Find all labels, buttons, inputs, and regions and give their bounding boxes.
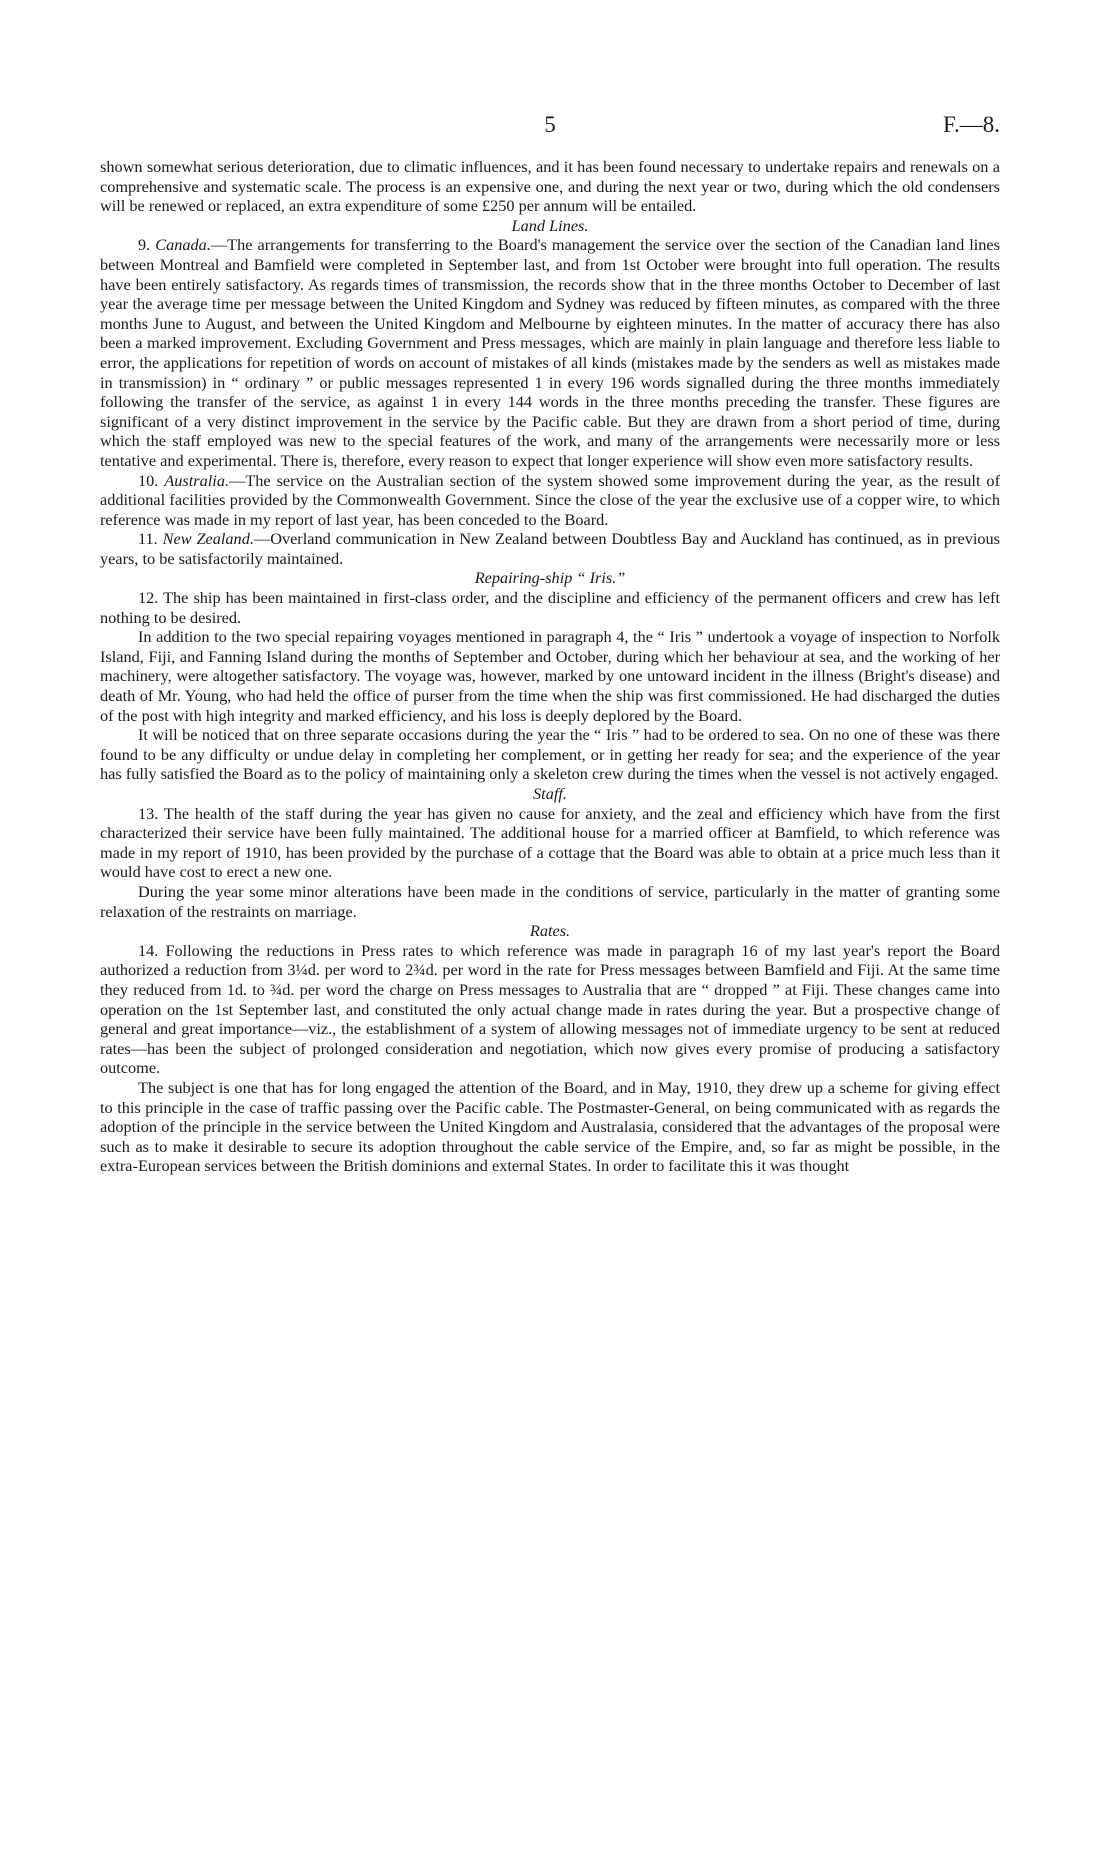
document-body xyxy=(100,157,1000,1176)
paragraph-title: Canada. xyxy=(155,235,211,255)
paragraph-12-conclusion: It will be noticed that on three separate occasions during the year the “ Iris ” had to be ordered to sea. On no one of these was there found to be any difficulty or undue delay in completing her complement, or in getting her ready for sea; and the experience of the year has fully satisfied the Board as to the policy of maintaining only a skeleton crew during the times when the vessel is not actively engaged. xyxy=(100,725,1000,784)
paragraph-11 xyxy=(100,529,1000,568)
page-code: F.—8. xyxy=(943,112,1000,137)
paragraph-text: —Overland communication in New Zealand between Doubtless Bay and Auckland has continued, as in previous years, to be satisfactorily maintained. xyxy=(100,529,1000,568)
paragraph-14: 14. Following the reductions in Press rates to which reference was made in paragraph 16 of my last year's report the Board authorized a reduction from 3¼d. per word to 2¾d. per word in the rate for Press messages between Bamfield and Fiji. At the same time they reduced from 1d. to ¾d. per word the charge on Press messages to Australia that are “ dropped ” at Fiji. These changes came into operation on the 1st September last, and constituted the only actual change made in rates during the year. But a prospective change of general and great importance—viz., the establishment of a system of allowing messages not of immediate urgency to be sent at reduced rates—has been the subject of prolonged consideration and negotiation, which now gives every promise of producing a satisfactory outcome. xyxy=(100,940,1000,1078)
paragraph-12: 12. The ship has been maintained in first-class order, and the discipline and efficiency of the permanent officers and crew has left nothing to be desired. xyxy=(100,588,1000,627)
paragraph-title: New Zealand. xyxy=(162,529,254,549)
section-heading-staff: Staff. xyxy=(533,784,567,803)
paragraph-number: 9. xyxy=(138,235,151,255)
paragraph-text: —The service on the Australian section of the system showed some improvement during the year, as the result of additional facilities provided by the Commonwealth Government. Since the close of the year the exclusive use of a copper wire, to which reference was made in my report of last year, has been conceded to the Board. xyxy=(100,470,1000,529)
paragraph-13-continued: During the year some minor alterations have been made in the conditions of service, particularly in the matter of granting some relaxation of the restraints on marriage. xyxy=(100,881,1000,921)
paragraph-number: 11. xyxy=(138,529,158,549)
paragraph-13: 13. The health of the staff during the year has given no cause for anxiety, and the zeal and efficiency which have from the first characterized their service have been fully maintained. The additional house for a married officer at Bamfield, to which reference was made in my report of 1910, has been provided by the purchase of a cottage that the Board was able to obtain at a price much less than it would have cost to erect a new one. xyxy=(100,803,1000,882)
section-heading-repairing-ship: Repairing-ship “ Iris.” xyxy=(474,568,626,588)
paragraph-14-continued: The subject is one that has for long engaged the attention of the Board, and in May, 1910, they drew up a scheme for giving effect to this principle in the case of traffic passing over the Pacific cable. The Postmaster-General, on being communicated with as regards the adoption of the principle in the service between the United Kingdom and Australasia, considered that the advantages of the proposal were such as to make it desirable to secure its adoption throughout the cable service of the Empire, and, so far as might be possible, in the extra-European services between the British dominions and external States. In order to facilitate this it was thought xyxy=(100,1077,1000,1176)
paragraph-9 xyxy=(100,235,1000,470)
paragraph-text: —The arrangements for transferring to the Board's management the service over the section of the Canadian land lines between Montreal and Bamfield were completed in September last, and from 1st October were brought into full operation. The results have been entirely satisfactory. As regards times of transmission, the records show that in the three months October to December of last year the average time per message between the United Kingdom and Sydney was reduced by fifteen minutes, as compared with the three months June to August, and between the United Kingdom and Melbourne by eighteen minutes. In the matter of accuracy there has also been a marked improvement. Excluding Government and Press messages, which are mainly in plain language and therefore less liable to error, the applications for repetition of words on account of mistakes of all kinds (mistakes made by the senders as well as mistakes made in transmission) in “ ordinary ” or public messages represented 1 in every 196 words signalled during the three months immediately following the transfer of the service, as against 1 in every 144 words in the three months preceding the transfer. These figures are significant of a very distinct improvement in the service by the Pacific cable. But they are drawn from a short period of time, during which the staff employed was new to the special features of the work, and many of the arrangements were necessarily more or less tentative and experimental. There is, therefore, every reason to expect that longer experience will show even more satisfactory results. xyxy=(100,235,1000,470)
paragraph-10 xyxy=(100,471,1000,530)
page-header xyxy=(100,112,1000,142)
page-number: 5 xyxy=(544,112,556,137)
paragraph-title: Australia. xyxy=(164,470,230,490)
section-heading-land-lines: Land Lines. xyxy=(511,215,589,235)
paragraph-continuation: shown somewhat serious deterioration, due to climatic influences, and it has been found necessary to undertake repairs and renewals on a comprehensive and systematic scale. The process is an expensive one, and during the next year or two, during which the old condensers will be renewed or replaced, an extra expenditure of some £250 per annum will be entailed. xyxy=(100,157,1000,216)
section-heading-rates: Rates. xyxy=(529,921,571,941)
paragraph-12-continued: In addition to the two special repairing voyages mentioned in paragraph 4, the “ Iris ” undertook a voyage of inspection to Norfolk Island, Fiji, and Fanning Island during the months of September and October, during which her behaviour at sea, and the working of her machinery, were altogether satisfactory. The voyage was, however, marked by one untoward incident in the illness (Bright's disease) and death of Mr. Young, who had held the office of purser from the time when the ship was first commissioned. He had discharged the duties of the post with high integrity and marked efficiency, and his loss is deeply deplored by the Board. xyxy=(100,627,1000,725)
paragraph-number: 10. xyxy=(138,470,159,490)
